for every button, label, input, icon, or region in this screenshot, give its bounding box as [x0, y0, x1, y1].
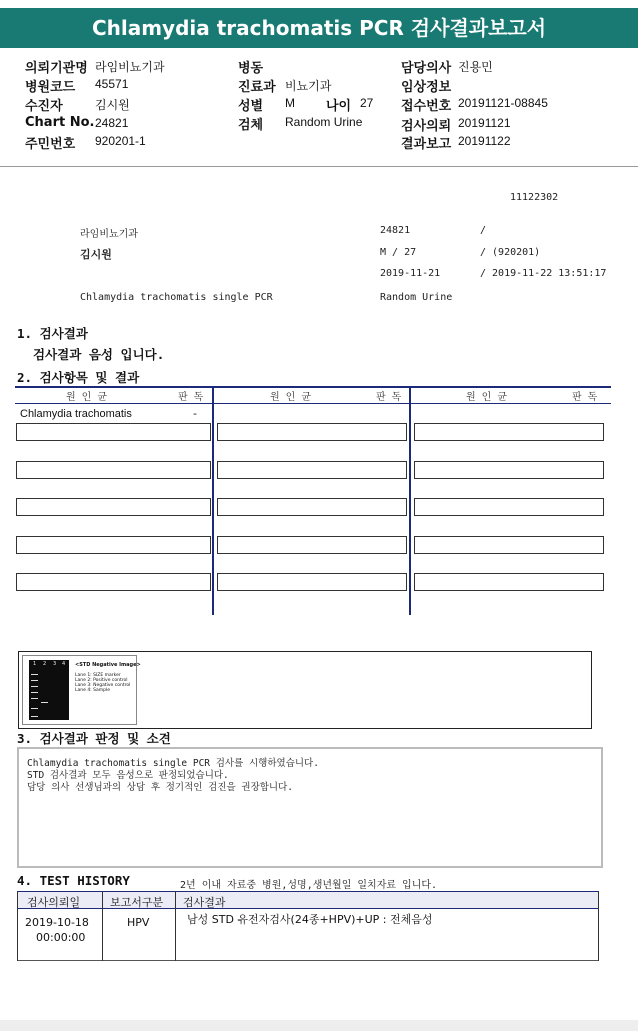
history-header-result: 검사결과	[183, 896, 226, 909]
history-header-type: 보고서구분	[110, 896, 164, 909]
history-table-divider	[102, 891, 103, 961]
history-note: 2년 이내 자료중 병원,성명,생년월일 일치자료 입니다.	[180, 880, 438, 891]
header-label-clinical-info: 임상정보	[401, 80, 452, 95]
result-table-divider-2	[409, 386, 411, 615]
result-row-box	[16, 423, 211, 441]
gel-band	[31, 686, 38, 687]
history-table-border	[17, 891, 18, 961]
header-label-specimen: 검체	[238, 118, 264, 133]
section-3-title: 3. 검사결과 판정 및 소견	[17, 731, 171, 746]
result-row-box	[217, 573, 407, 591]
result-col-reading-2: 판 독	[376, 392, 402, 403]
result-row-box	[217, 536, 407, 554]
header-value-report-date: 20191122	[458, 134, 511, 148]
header-label-request-date: 검사의뢰	[401, 119, 452, 134]
header-label-hospital-code: 병원코드	[25, 80, 76, 95]
header-label-resident-no: 주민번호	[25, 137, 76, 152]
result-row-box	[217, 498, 407, 516]
section-1-result-text: 검사결과 음성 입니다.	[33, 347, 165, 362]
header-value-department: 비뇨기과	[285, 79, 332, 93]
gel-band	[31, 692, 38, 693]
document-number: 11122302	[510, 192, 559, 203]
gel-lane-label: 2	[43, 661, 47, 667]
result-table-header-rule	[15, 403, 611, 404]
result-item-reading: -	[193, 407, 197, 420]
finding-line: Chlamydia trachomatis single PCR 검사를 시행하였습니다.	[27, 758, 319, 769]
gel-caption-line: Lane 3: Negative control	[75, 683, 131, 688]
receive-date: 2019-11-21	[380, 268, 441, 279]
result-col-reading-3: 판 독	[572, 392, 598, 403]
header-value-patient: 김시원	[95, 98, 130, 112]
report-title: Chlamydia trachomatis PCR 검사결과보고서	[0, 8, 638, 48]
report-header	[0, 55, 638, 167]
header-label-receipt-no: 접수번호	[401, 99, 452, 114]
gel-lane-label: 1	[33, 661, 37, 667]
section-4-title: 4. TEST HISTORY	[17, 873, 130, 888]
history-table-header	[17, 891, 599, 909]
gel-lane-label: 3	[53, 661, 57, 667]
header-label-chart-no: Chart No.	[25, 115, 95, 130]
header-value-doctor: 진용민	[458, 60, 493, 74]
gel-band	[31, 708, 38, 709]
header-value-clinic: 라임비뇨기과	[95, 60, 165, 74]
patient-clinic: 라임비뇨기과	[80, 229, 138, 240]
history-row-type: HPV	[127, 916, 150, 929]
header-label-report-date: 결과보고	[401, 137, 452, 152]
patient-chart: 24821	[380, 225, 411, 236]
result-row-box	[217, 461, 407, 479]
result-col-organism-1: 원 인 균	[66, 392, 108, 403]
history-row-date: 2019-10-18	[25, 916, 89, 929]
gel-band	[31, 716, 38, 717]
header-label-clinic: 의뢰기관명	[25, 61, 88, 76]
history-table-border	[598, 891, 599, 961]
finding-line: 담당 의사 선생님과의 상담 후 정기적인 검진을 권장합니다.	[27, 782, 294, 793]
report-body	[0, 170, 638, 1013]
header-label-department: 진료과	[238, 80, 276, 95]
test-name: Chlamydia trachomatis single PCR	[80, 292, 273, 303]
header-label-ward: 병동	[238, 61, 264, 76]
header-value-hospital-code: 45571	[95, 77, 129, 91]
result-row-box	[414, 461, 604, 479]
report-datetime: / 2019-11-22 13:51:17	[480, 268, 607, 279]
test-specimen: Random Urine	[380, 292, 453, 303]
gel-caption-line: Lane 2: Positive control	[75, 678, 128, 683]
history-header-date: 검사의뢰일	[27, 896, 81, 909]
patient-birth: / (920201)	[480, 247, 541, 258]
header-value-sex: M	[285, 96, 295, 110]
result-row-box	[414, 573, 604, 591]
result-item-name: Chlamydia trachomatis	[20, 408, 132, 420]
header-value-receipt-no: 20191121-08845	[458, 96, 548, 110]
result-row-box	[414, 423, 604, 441]
result-col-organism-3: 원 인 균	[466, 392, 508, 403]
header-value-specimen: Random Urine	[285, 115, 363, 129]
result-row-box	[217, 423, 407, 441]
patient-sex-age: M / 27	[380, 247, 417, 258]
history-row-time: 00:00:00	[36, 931, 86, 944]
gel-image	[22, 655, 141, 725]
history-table-divider	[175, 891, 176, 961]
gel-band	[41, 702, 48, 703]
finding-box	[17, 747, 603, 868]
result-col-reading-1: 판 독	[178, 392, 204, 403]
gel-band	[31, 680, 38, 681]
gel-band	[31, 698, 38, 699]
header-value-request-date: 20191121	[458, 116, 511, 130]
page-footer-strip	[0, 1020, 638, 1031]
patient-name: 김시원	[80, 248, 112, 261]
result-row-box	[16, 498, 211, 516]
gel-caption-title: <STD Negative Image>	[75, 662, 141, 668]
result-row-box	[16, 573, 211, 591]
header-value-chart-no: 24821	[95, 116, 129, 130]
gel-band	[31, 674, 38, 675]
header-label-age: 나이	[326, 99, 352, 114]
gel-photo	[29, 660, 69, 720]
finding-line: STD 검사결과 모두 음성으로 판정되었습니다.	[27, 770, 229, 781]
header-value-age: 27	[360, 96, 374, 110]
result-col-organism-2: 원 인 균	[270, 392, 312, 403]
header-label-sex: 성별	[238, 99, 264, 114]
header-value-resident-no: 920201-1	[95, 134, 146, 148]
gel-lane-label: 4	[62, 661, 66, 667]
result-row-box	[414, 498, 604, 516]
patient-chart-slash: /	[480, 225, 487, 236]
history-row-result: 남성 STD 유전자검사(24종+HPV)+UP : 전체음성	[187, 913, 433, 926]
gel-caption-line: Lane 1: SIZE marker	[75, 673, 121, 678]
result-table-divider-1	[212, 386, 214, 615]
header-label-patient: 수진자	[25, 99, 63, 114]
result-row-box	[414, 536, 604, 554]
section-2-title: 2. 검사항목 및 결과	[17, 370, 140, 385]
history-table	[17, 891, 599, 961]
result-row-box	[16, 461, 211, 479]
header-label-doctor: 담당의사	[401, 61, 452, 76]
gel-caption-line: Lane 4: Sample	[75, 688, 110, 693]
section-1-title: 1. 검사결과	[17, 326, 88, 341]
result-row-box	[16, 536, 211, 554]
